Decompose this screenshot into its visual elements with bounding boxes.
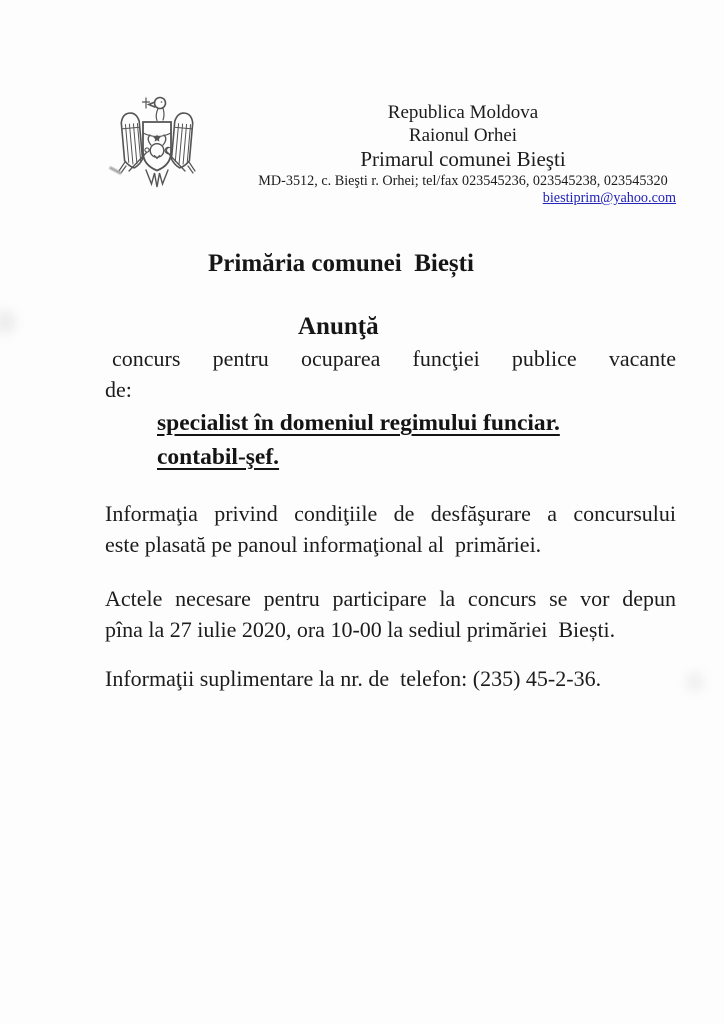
paragraph-line: Actele necesare pentru participare la concurs se vor depun bbox=[105, 586, 676, 611]
paragraph-phone: Informaţii suplimentare la nr. de telefon: (235) 45-2-36. bbox=[105, 666, 602, 691]
letterhead-district: Raionul Orhei bbox=[408, 125, 518, 146]
paragraph-line: Informaţia privind condiţiile de desfăşurare a concursului bbox=[105, 501, 676, 526]
email-link[interactable]: biestiprim@yahoo.com bbox=[542, 190, 676, 206]
vacancy-list bbox=[157, 407, 657, 474]
intro-line: de: bbox=[105, 376, 132, 402]
announcement-intro bbox=[105, 344, 676, 405]
paragraph-line: pîna la 27 iulie 2020, ora 10-00 la sediul primăriei Biești. bbox=[105, 616, 616, 642]
intro-line: concurs pentru ocuparea funcţiei publice vacante bbox=[112, 346, 676, 371]
vacancy-item: contabil-şef. bbox=[157, 443, 280, 470]
letterhead-address: MD-3512, c. Bieşti r. Orhei; tel/fax 023545236, 023545238, 023545320 bbox=[258, 173, 668, 189]
letterhead bbox=[250, 101, 676, 206]
letterhead-institution: Primarul comunei Bieşti bbox=[360, 147, 566, 171]
page-title: Primăria comunei Biești bbox=[208, 250, 474, 277]
vacancy-item: specialist în domeniul regimului funciar. bbox=[157, 410, 560, 436]
paragraph-line: este plasată pe panoul informaţional al primăriei. bbox=[105, 531, 542, 557]
scan-artifact bbox=[686, 672, 704, 692]
letterhead-email-row bbox=[250, 190, 676, 206]
letterhead-country: Republica Moldova bbox=[387, 102, 539, 123]
scan-artifact bbox=[0, 310, 16, 334]
paragraph-conditions bbox=[105, 499, 676, 560]
moldova-coat-of-arms-icon bbox=[116, 92, 198, 189]
announcement-heading: Anunţă bbox=[298, 313, 379, 340]
paragraph-deadline bbox=[105, 584, 676, 645]
